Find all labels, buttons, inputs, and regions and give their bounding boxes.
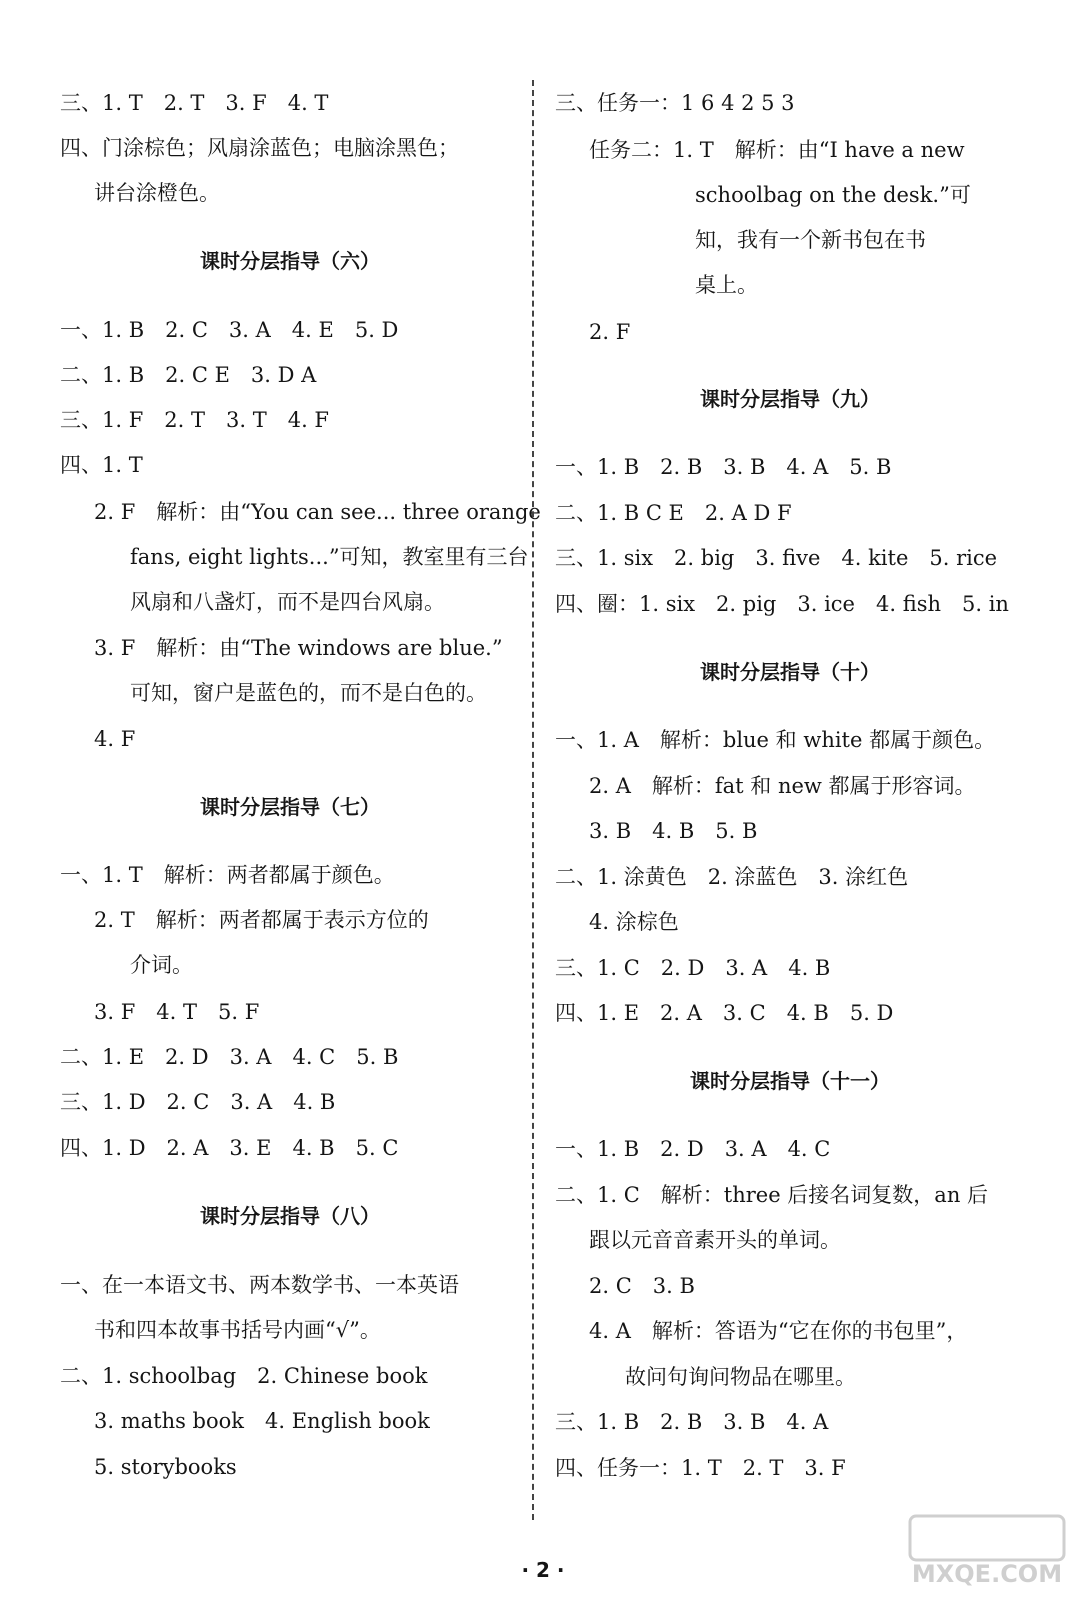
answer-line: 3. maths book 4. English book (94, 1409, 430, 1433)
answer-line: 三、任务一：1 6 4 2 5 3 (555, 91, 795, 115)
answer-line: fans, eight lights...”可知，教室里有三台 (130, 545, 529, 569)
answer-line: 二、1. B 2. C E 3. D A (60, 363, 317, 387)
answer-line: 一、1. B 2. D 3. A 4. C (555, 1137, 831, 1161)
answer-line: 四、门涂棕色；风扇涂蓝色；电脑涂黑色； (60, 136, 459, 160)
answer-line: 二、1. 涂黄色 2. 涂蓝色 3. 涂红色 (555, 865, 909, 889)
answer-line: 四、1. T (60, 453, 143, 477)
column-divider (532, 80, 534, 1520)
answer-line: 4. 涂棕色 (589, 910, 679, 934)
watermark-text: MXQE.COM (911, 1560, 1063, 1588)
answer-line: 4. F (94, 727, 136, 751)
answer-line: 3. F 解析：由“The windows are blue.” (94, 636, 503, 660)
answer-line: 三、1. C 2. D 3. A 4. B (555, 956, 831, 980)
answer-line: 一、1. T 解析：两者都属于颜色。 (60, 863, 395, 887)
section-heading: 课时分层指导（七） (200, 795, 380, 819)
answer-line: 3. F 4. T 5. F (94, 1000, 260, 1024)
answer-line: 一、1. B 2. C 3. A 4. E 5. D (60, 318, 399, 342)
answer-line: 介词。 (130, 953, 193, 977)
answer-line: 2. F 解析：由“You can see... three orange (94, 500, 541, 524)
section-heading: 课时分层指导（八） (200, 1204, 380, 1228)
answer-line: 二、1. B C E 2. A D F (555, 501, 792, 525)
answer-line: 三、1. six 2. big 3. five 4. kite 5. rice (555, 546, 998, 570)
answer-line: 三、1. D 2. C 3. A 4. B (60, 1090, 336, 1114)
section-heading: 课时分层指导（六） (200, 249, 380, 273)
answer-line: 2. A 解析：fat 和 new 都属于形容词。 (589, 774, 976, 798)
answer-line: 四、1. E 2. A 3. C 4. B 5. D (555, 1001, 894, 1025)
answer-line: 2. F (589, 320, 631, 344)
answer-line: 书和四本故事书括号内画“√”。 (94, 1318, 381, 1342)
page-number: · 2 · (521, 1558, 565, 1582)
section-heading: 课时分层指导（十一） (690, 1069, 890, 1093)
answer-line: 4. A 解析：答语为“它在你的书包里”， (589, 1319, 968, 1343)
answer-line: 知，我有一个新书包在书 (695, 228, 926, 252)
answer-line: 二、1. schoolbag 2. Chinese book (60, 1364, 428, 1388)
section-heading: 课时分层指导（九） (700, 387, 880, 411)
answer-line: schoolbag on the desk.”可 (695, 183, 971, 207)
answer-line: 跟以元音音素开头的单词。 (589, 1228, 841, 1252)
answer-line: 一、1. A 解析：blue 和 white 都属于颜色。 (555, 728, 996, 752)
answer-line: 三、1. B 2. B 3. B 4. A (555, 1410, 829, 1434)
answer-line: 三、1. T 2. T 3. F 4. T (60, 91, 329, 115)
answer-line: 二、1. C 解析：three 后接名词复数，an 后 (555, 1183, 989, 1207)
answer-line: 2. T 解析：两者都属于表示方位的 (94, 908, 429, 932)
answer-line: 3. B 4. B 5. B (589, 819, 758, 843)
answer-line: 故问句询问物品在哪里。 (625, 1365, 856, 1389)
answer-line: 风扇和八盏灯，而不是四台风扇。 (130, 590, 445, 614)
answer-line: 2. C 3. B (589, 1274, 695, 1298)
section-heading: 课时分层指导（十） (700, 660, 880, 684)
answer-line: 桌上。 (695, 273, 758, 297)
answer-line: 四、任务一：1. T 2. T 3. F (555, 1456, 846, 1480)
answer-line: 四、1. D 2. A 3. E 4. B 5. C (60, 1136, 399, 1160)
answer-line: 可知，窗户是蓝色的，而不是白色的。 (130, 681, 487, 705)
answer-line: 三、1. F 2. T 3. T 4. F (60, 408, 330, 432)
answer-line: 任务二：1. T 解析：由“I have a new (589, 138, 965, 162)
answer-line: 5. storybooks (94, 1455, 237, 1479)
answer-line: 四、圈：1. six 2. pig 3. ice 4. fish 5. in (555, 592, 1009, 616)
answer-line: 一、1. B 2. B 3. B 4. A 5. B (555, 455, 892, 479)
answer-line: 二、1. E 2. D 3. A 4. C 5. B (60, 1045, 399, 1069)
answer-line: 一、在一本语文书、两本数学书、一本英语 (60, 1273, 459, 1297)
watermark-logo (902, 1510, 1072, 1590)
answer-line: 讲台涂橙色。 (94, 181, 220, 205)
